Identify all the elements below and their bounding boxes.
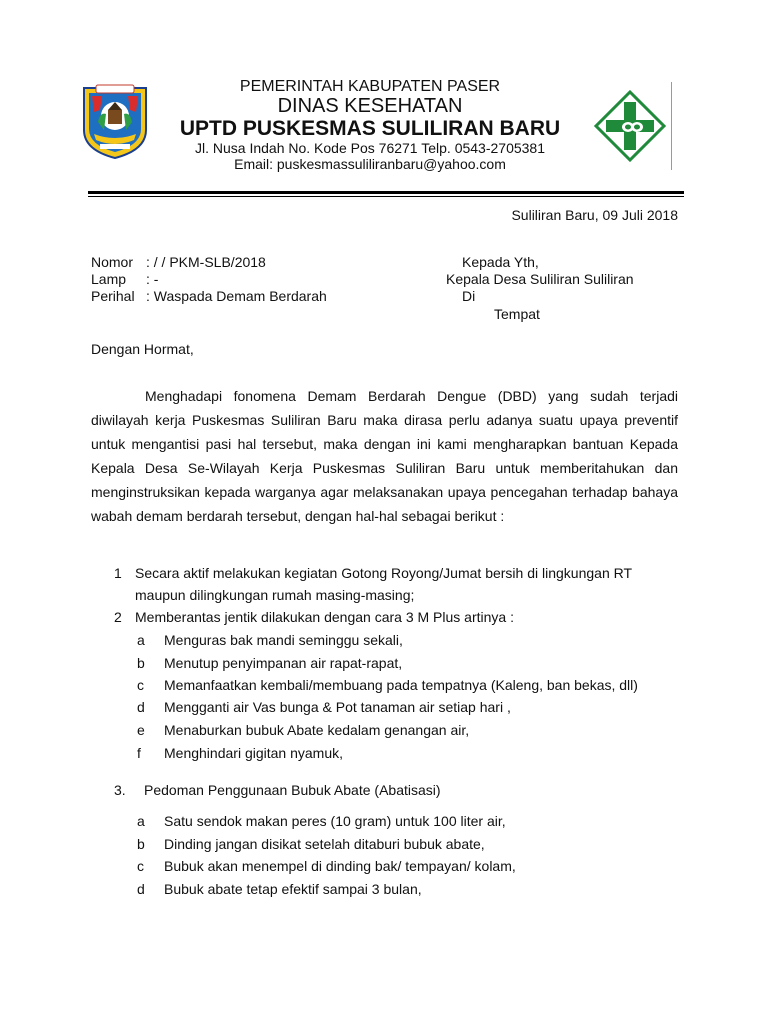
email-line: Email: puskesmassuliliranbaru@yahoo.com — [234, 156, 506, 172]
item-2b-text: Menutup penyimpanan air rapat-rapat, — [164, 655, 403, 671]
item-3a-letter: a — [137, 813, 145, 829]
item-3d-text: Bubuk abate tetap efektif sampai 3 bulan, — [164, 881, 422, 897]
nomor-label: Nomor — [91, 254, 134, 270]
header-rule-thin — [88, 196, 684, 197]
item-2e-text: Menaburkan bubuk Abate kedalam genangan air, — [164, 722, 470, 738]
item-3b-letter: b — [137, 836, 145, 852]
item-3c-text: Bubuk akan menempel di dinding bak/ tempayan/ kolam, — [164, 858, 516, 874]
recipient-line-4: Tempat — [494, 306, 540, 322]
salutation: Dengan Hormat, — [91, 341, 194, 357]
address-line: Jl. Nusa Indah No. Kode Pos 76271 Telp. 0543-2705381 — [195, 140, 545, 156]
item-2f-letter: f — [137, 745, 141, 761]
header-rule-thick — [88, 191, 684, 194]
item-2f-text: Menghindari gigitan nyamuk, — [164, 745, 343, 761]
health-cross-emblem-icon — [594, 90, 666, 162]
item-3b-text: Dinding jangan disikat setelah ditaburi bubuk abate, — [164, 836, 485, 852]
item-2c-text: Memanfaatkan kembali/membuang pada tempatnya (Kaleng, ban bekas, dll) — [164, 677, 638, 693]
item-2a-text: Menguras bak mandi seminggu sekali, — [164, 632, 403, 648]
item-2c-letter: c — [137, 677, 144, 693]
item-2a-letter: a — [137, 632, 145, 648]
item-2-text: Memberantas jentik dilakukan dengan cara 3 M Plus artinya : — [135, 609, 514, 625]
item-1-number: 1 — [114, 565, 122, 581]
recipient-line-3: Di — [462, 288, 476, 304]
place-date: Suliliran Baru, 09 Juli 2018 — [511, 207, 678, 223]
recipient-line-2: Kepala Desa Suliliran Suliliran — [446, 271, 634, 287]
item-2e-letter: e — [137, 722, 145, 738]
institution-name: UPTD PUSKESMAS SULILIRAN BARU — [179, 117, 561, 140]
item-2d-text: Mengganti air Vas bunga & Pot tanaman air setiap hari , — [164, 699, 511, 715]
perihal-value: : Waspada Demam Berdarah — [146, 288, 327, 304]
item-1-line-1: Secara aktif melakukan kegiatan Gotong Royong/Jumat bersih di lingkungan RT — [135, 565, 633, 581]
item-3-text: Pedoman Penggunaan Bubuk Abate (Abatisasi) — [144, 782, 441, 798]
item-3a-text: Satu sendok makan peres (10 gram) untuk 100 liter air, — [164, 813, 506, 829]
item-3c-letter: c — [137, 858, 144, 874]
item-2d-letter: d — [137, 699, 145, 715]
item-1-line-2: maupun dilingkungan rumah masing-masing; — [135, 587, 415, 603]
item-2-number: 2 — [114, 609, 122, 625]
lamp-label: Lamp — [91, 271, 127, 287]
lamp-value: : - — [146, 271, 159, 287]
kabupaten-paser-crest-icon — [80, 82, 150, 160]
recipient-line-1: Kepada Yth, — [462, 254, 539, 270]
body-paragraph — [91, 384, 678, 528]
header-side-line — [671, 82, 672, 170]
department-name: DINAS KESEHATAN — [277, 95, 463, 117]
government-name: PEMERINTAH KABUPATEN PASER — [239, 78, 501, 95]
body-paragraph-text: Menghadapi fonomena Demam Berdarah Dengue (DBD) yang sudah terjadi diwilayah kerja Puskesmas Suliliran Baru maka dirasa perlu adanya suatu upaya preventif untuk mengantisi pasi hal tersebut, maka dengan ini kami mengharapkan bantuan Kepada Kepala Desa Se-Wilayah Kerja Puskesmas Suliliran Baru untuk memberitahukan dan menginstruksikan kepada warganya agar melaksanakan upaya pencegahan terhadap bahaya wabah demam berdarah tersebut, dengan hal-hal sebagai berikut : — [91, 388, 678, 524]
item-3-number: 3. — [114, 782, 126, 798]
item-3d-letter: d — [137, 881, 145, 897]
perihal-label: Perihal — [91, 288, 135, 304]
nomor-value: : / / PKM-SLB/2018 — [146, 254, 266, 270]
item-2b-letter: b — [137, 655, 145, 671]
